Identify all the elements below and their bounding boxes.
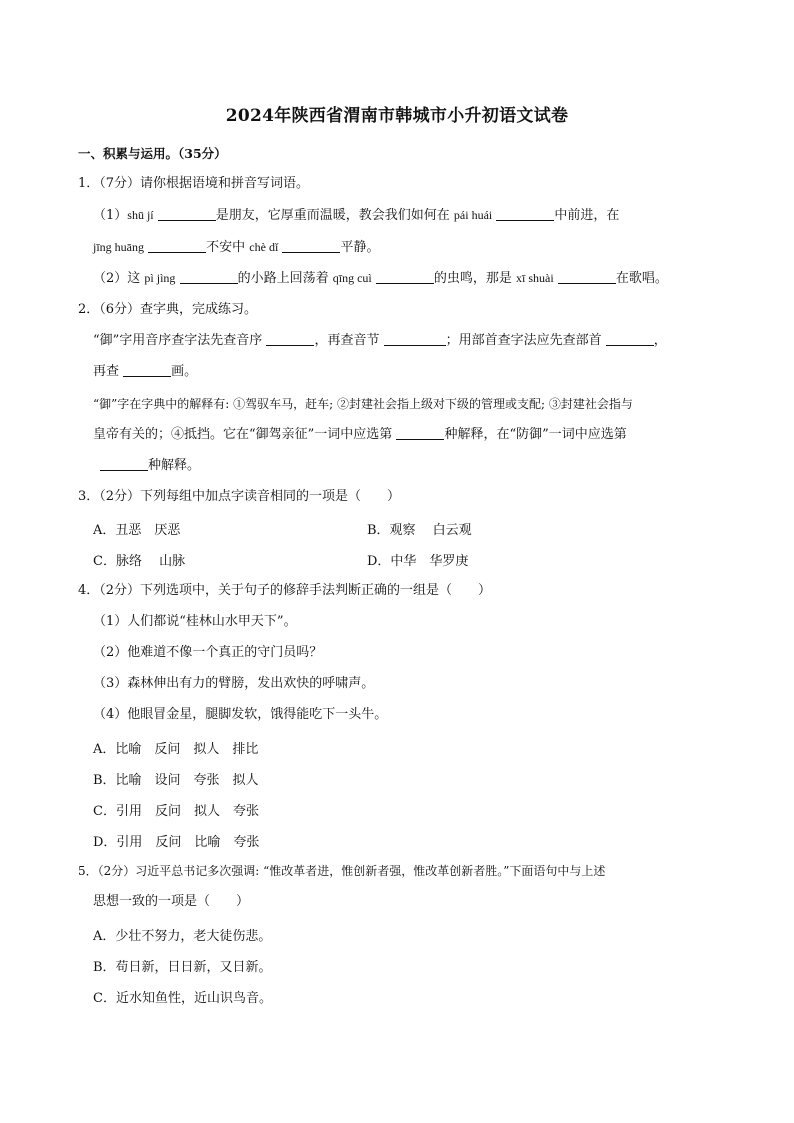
answer-blank[interactable] — [180, 270, 238, 284]
option-b[interactable]: B．比喻 设问 夸张 拟人 — [93, 773, 259, 788]
answer-blank[interactable] — [282, 239, 340, 253]
option-a[interactable]: A．比喻 反问 拟人 排比 — [93, 742, 259, 757]
question-1-part2: （2）这 pì jìng 的小路上回荡着 qīng cuì 的虫鸣，那是 xī shuài 在歌唱。 — [93, 271, 668, 286]
question-4-sentence-4: （4）他眼冒金星，腿脚发软，饿得能吃下一头牛。 — [93, 707, 388, 722]
page-title: 2024年陕西省渭南市韩城市小升初语文试卷 — [225, 106, 569, 126]
answer-blank[interactable] — [496, 207, 554, 221]
answer-blank[interactable] — [148, 239, 206, 253]
question-2-line4: 皇帝有关的；④抵挡。它在“御驾亲征”一词中应选第 种解释，在“防御”一词中应选第 — [93, 427, 627, 442]
question-2-stem: 2．（6分）查字典，完成练习。 — [78, 302, 258, 317]
answer-blank[interactable] — [558, 270, 616, 284]
question-1-stem: 1．（7分）请你根据语境和拼音写词语。 — [78, 176, 310, 191]
option-b[interactable]: B．观察 白云观 — [367, 523, 472, 538]
option-c[interactable]: C．脉络 山脉 — [93, 554, 186, 569]
question-2-definitions: “御”字在字典中的解释有: ①驾驭车马，赶车; ②封建社会指上级对下级的管理或支配; ③封建社会指与 — [93, 397, 633, 411]
question-4-sentence-2: （2）他难道不像一个真正的守门员吗？ — [93, 645, 323, 660]
question-4-stem: 4．（2分）下列选项中，关于句子的修辞手法判断正确的一组是（ ） — [78, 583, 492, 598]
answer-blank[interactable] — [266, 332, 314, 346]
section-heading: 一、积累与运用。（35分） — [78, 146, 227, 161]
question-1-part1-line2: jīng huāng 不安中 chè dǐ 平静。 — [93, 240, 380, 255]
option-d[interactable]: D．引用 反问 比喻 夸张 — [93, 835, 260, 850]
question-5-stem: 5．（2分）习近平总书记多次强调: “惟改革者进，惟创新者强，惟改革创新者胜。”下面语句中与上述 — [78, 864, 606, 878]
question-3-stem: 3．（2分）下列每组中加点字读音相同的一项是（ ） — [78, 489, 401, 504]
answer-blank[interactable] — [396, 426, 444, 440]
question-4-sentence-1: （1）人们都说“桂林山水甲天下”。 — [93, 614, 297, 629]
question-2-line2: 再查 画。 — [93, 364, 198, 379]
question-5-stem-cont: 思想一致的一项是（ ） — [93, 894, 250, 909]
option-c[interactable]: C．引用 反问 拟人 夸张 — [93, 804, 259, 819]
option-a[interactable]: A．丑恶 厌恶 — [93, 523, 181, 538]
answer-blank[interactable] — [158, 207, 216, 221]
answer-blank[interactable] — [123, 363, 171, 377]
answer-blank[interactable] — [606, 332, 654, 346]
question-4-sentence-3: （3）森林伸出有力的臂膀，发出欢快的呼啸声。 — [93, 676, 375, 691]
question-2-line1: “御”字用音序查字法先查音序 ，再查音节 ；用部首查字法应先查部首 ， — [93, 333, 667, 348]
answer-blank[interactable] — [100, 457, 148, 471]
question-1-part1-line1: （1）shū jí 是朋友，它厚重而温暖，教会我们如何在 pái huái 中前进，在 — [93, 208, 620, 223]
answer-blank[interactable] — [384, 332, 446, 346]
question-2-line5: 种解释。 — [100, 457, 200, 475]
option-a[interactable]: A．少壮不努力，老大徒伤悲。 — [93, 929, 272, 944]
answer-blank[interactable] — [376, 270, 434, 284]
option-b[interactable]: B．苟日新，日日新，又日新。 — [93, 960, 272, 975]
option-c[interactable]: C．近水知鱼性，近山识鸟音。 — [93, 991, 272, 1006]
option-d[interactable]: D．中华 华罗庚 — [367, 554, 469, 569]
